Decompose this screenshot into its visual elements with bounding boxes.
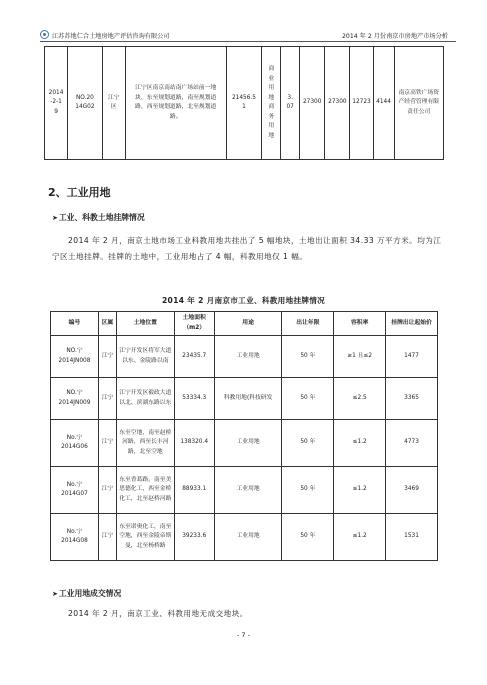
row-code: No.宁 2014G08 (51, 514, 99, 561)
row-district: 江宁 (98, 420, 116, 467)
row-use: 科教用地(科技研发 (214, 378, 282, 420)
row-location: 江宁开发区将军大道以东、金陵路以南 (116, 336, 174, 378)
table-row (51, 378, 438, 420)
row-area: 23435.7 (174, 336, 214, 378)
table-row (45, 47, 444, 160)
row-term: 50 年 (282, 420, 334, 467)
table-row (51, 467, 438, 514)
previous-page-table-row (44, 46, 444, 160)
cell-value-1: 27300 (300, 47, 325, 160)
cell-code: NO.20 14G02 (68, 47, 103, 160)
row-ratio: ≤1.2 (334, 467, 386, 514)
arrow-bullet-icon: ➤ (52, 590, 58, 598)
page-number: - 7 - (237, 631, 250, 639)
cell-area: 21456.5 1 (226, 47, 262, 160)
table-header-row (51, 312, 438, 336)
row-term: 50 年 (282, 336, 334, 378)
cell-district: 江宁 区 (102, 47, 125, 160)
row-use: 工业用地 (214, 514, 282, 561)
table-row (51, 336, 438, 378)
row-location: 江宁开发区毅政大道以北、滨湖东路以东 (116, 378, 174, 420)
row-term: 50 年 (282, 467, 334, 514)
row-area: 138320.4 (174, 420, 214, 467)
subsection-deals-title (52, 588, 121, 599)
row-price: 3469 (386, 467, 438, 514)
subsection-listing-title (52, 212, 145, 223)
row-ratio: ≤1.2 (334, 420, 386, 467)
header-code: 编号 (51, 312, 99, 336)
arrow-bullet-icon: ➤ (52, 214, 58, 222)
header-district: 区属 (98, 312, 116, 336)
row-location: 东至空地，南至赵桥河路，西至长丰河路，北至空地 (116, 420, 174, 467)
header-location: 土地位置 (116, 312, 174, 336)
header-company: 江苏苏地仁合土地房地产评估咨询有限公司 (52, 33, 170, 40)
row-district: 江宁 (98, 514, 116, 561)
cell-use: 商 业 用 地 商 务 用 地 (262, 47, 281, 160)
row-use: 工业用地 (214, 467, 282, 514)
row-price: 4773 (386, 420, 438, 467)
cell-value-3: 12723 (350, 47, 373, 160)
subsection-deals-label: 工业用地成交情况 (58, 589, 122, 598)
row-code: No.宁 2014G07 (51, 467, 99, 514)
row-district: 江宁 (98, 467, 116, 514)
header-report-title: 2014 年 2 月份南京市房地产市场分析 (341, 33, 448, 40)
cell-date: 2014 -2-1 9 (45, 47, 68, 160)
table-row (51, 420, 438, 467)
subsection-listing-label: 工业、科教土地挂牌情况 (58, 213, 145, 222)
row-use: 工业用地 (214, 420, 282, 467)
listing-paragraph: 2014 年 2 月，南京土地市场工业科教用地共挂出了 5 幅地块，土地出让面积 34.33 万平方米。均为江宁区土地挂牌。挂牌的土地中，工业用地占了 4 幅，科教用地仅 1 幅。 (52, 236, 442, 261)
cell-value-4: 4144 (373, 47, 394, 160)
header-price: 挂牌出让起始价 (386, 312, 438, 336)
header-use: 用途 (214, 312, 282, 336)
cell-ratio: 3. 07 (281, 47, 300, 160)
row-ratio: ≤2.5 (334, 378, 386, 420)
row-term: 50 年 (282, 378, 334, 420)
row-price: 3365 (386, 378, 438, 420)
row-location: 东至诺奥化工，南至空地，西至金陵帝斯曼，北至杨桥路 (116, 514, 174, 561)
cell-location: 江宁区南京南站南广场站前一地块，东至规划道路，南至规划道路，西至规划道路，北至规划道路。 (125, 47, 226, 160)
row-district: 江宁 (98, 378, 116, 420)
section-title: 2、工业用地 (48, 186, 111, 199)
table-caption: 2014 年 2 月南京市工业、科教用地挂牌情况 (161, 296, 326, 305)
deals-paragraph: 2014 年 2 月，南京工业、科教用地无成交地块。 (68, 609, 248, 618)
row-area: 53334.3 (174, 378, 214, 420)
row-code: NO.宁 2014JN008 (51, 336, 99, 378)
row-term: 50 年 (282, 514, 334, 561)
row-location: 东至香葛路，南至美思德化工，西至金桥化工，北至赵桥河路 (116, 467, 174, 514)
header-area: 土地面积（m2） (174, 312, 214, 336)
row-area: 88933.1 (174, 467, 214, 514)
row-ratio: ≤1.2 (334, 514, 386, 561)
header-ratio: 容积率 (334, 312, 386, 336)
industrial-land-table (50, 311, 438, 561)
row-code: No.宁 2014G06 (51, 420, 99, 467)
row-code: NO.宁 2014JN009 (51, 378, 99, 420)
row-area: 39233.6 (174, 514, 214, 561)
row-ratio: ≥1 且≤2 (334, 336, 386, 378)
table-row (51, 514, 438, 561)
row-price: 1477 (386, 336, 438, 378)
header-term: 出让年限 (282, 312, 334, 336)
row-use: 工业用地 (214, 336, 282, 378)
row-district: 江宁 (98, 336, 116, 378)
page-header (40, 28, 456, 42)
cell-buyer: 南京高铁广场资产经营管理有限责任公司 (394, 47, 443, 160)
row-price: 1531 (386, 514, 438, 561)
cell-value-2: 27300 (325, 47, 350, 160)
company-logo-icon (40, 30, 49, 39)
